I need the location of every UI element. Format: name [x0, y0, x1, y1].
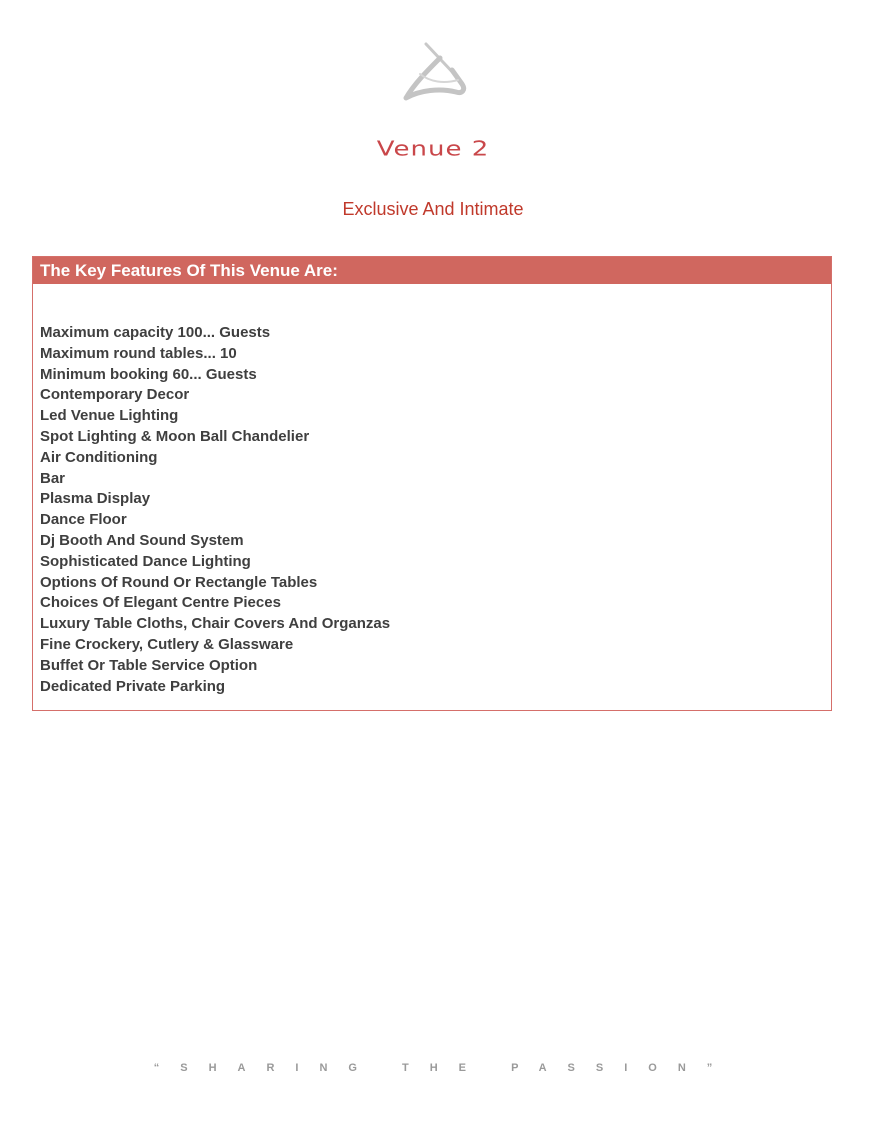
feature-item: Options Of Round Or Rectangle Tables — [40, 573, 318, 591]
features-box — [32, 256, 832, 711]
feature-item: Dedicated Private Parking — [40, 677, 226, 695]
feature-item: Led Venue Lighting — [40, 407, 179, 425]
features-list — [33, 284, 831, 697]
feature-item: Bar — [40, 469, 66, 487]
features-header: The Key Features Of This Venue Are: — [33, 257, 831, 284]
feature-item: Spot Lighting & Moon Ball Chandelier — [40, 427, 310, 445]
venue-subtitle: Exclusive And Intimate — [342, 199, 524, 219]
feature-item: Dj Booth And Sound System — [40, 531, 244, 549]
feature-item: Plasma Display — [40, 490, 151, 508]
feature-item: Minimum booking 60... Guests — [40, 365, 257, 383]
feature-item: Maximum capacity 100... Guests — [40, 324, 271, 341]
feature-item: Dance Floor — [40, 511, 127, 529]
stylized-triangle-logo-icon — [400, 40, 468, 104]
venue-title: Venue 2 — [376, 137, 490, 161]
feature-item: Luxury Table Cloths, Chair Covers And Organzas — [40, 615, 391, 633]
feature-item: Air Conditioning — [40, 448, 158, 466]
feature-item: Sophisticated Dance Lighting — [40, 552, 251, 570]
feature-item: Fine Crockery, Cutlery & Glassware — [40, 635, 294, 653]
feature-item: Buffet Or Table Service Option — [40, 656, 258, 674]
feature-item: Contemporary Decor — [40, 386, 190, 404]
feature-item: Choices Of Elegant Centre Pieces — [40, 594, 281, 612]
feature-item: Maximum round tables... 10 — [40, 344, 237, 362]
footer-tagline: “SHARING THE PASSION” — [153, 1062, 734, 1074]
